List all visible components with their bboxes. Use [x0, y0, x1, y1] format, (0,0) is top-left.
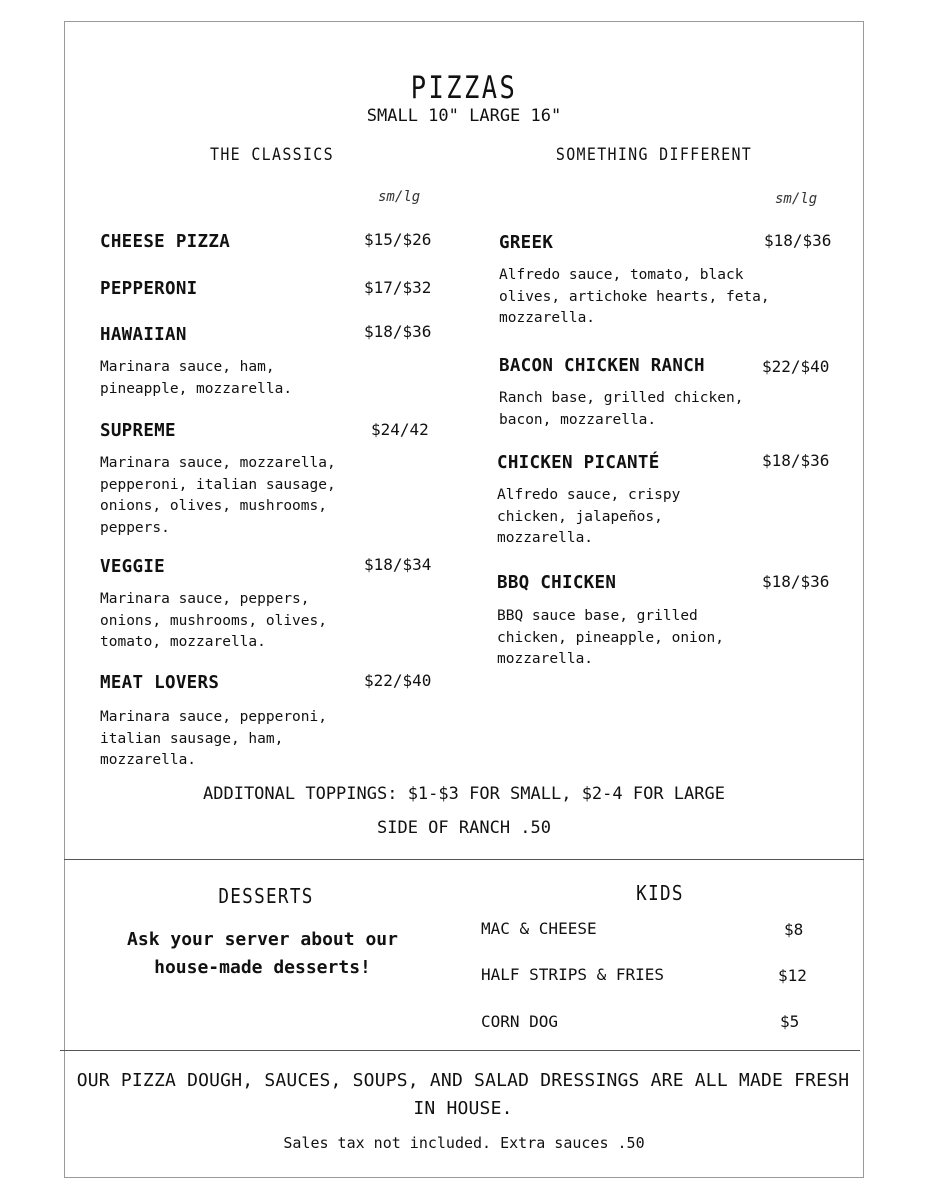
- item-price: $18/$34: [364, 555, 432, 574]
- toppings-note: ADDITONAL TOPPINGS: $1-$3 FOR SMALL, $2-4 FOR LARGE: [203, 784, 725, 804]
- size-subtitle: SMALL 10" LARGE 16": [366, 106, 562, 126]
- classics-size-label: sm/lg: [378, 189, 421, 205]
- item-description: Marinara sauce, mozzarella, pepperoni, italian sausage, onions, olives, mushrooms, peppers.: [100, 455, 336, 537]
- item-price: $22/$40: [762, 357, 830, 376]
- item-description: Alfredo sauce, crispy chicken, jalapeños, mozzarella.: [497, 487, 681, 547]
- item-name: MEAT LOVERS: [100, 673, 220, 693]
- item-price: $15/$26: [364, 230, 432, 249]
- tax-note: Sales tax not included. Extra sauces .50: [283, 1134, 645, 1152]
- item-price: $18/$36: [762, 451, 830, 470]
- item-description: Marinara sauce, peppers, onions, mushrooms, olives, tomato, mozzarella.: [100, 591, 327, 651]
- item-name: HAWAIIAN: [100, 325, 187, 345]
- item-name: VEGGIE: [100, 557, 166, 577]
- desserts-heading: DESSERTS: [218, 884, 314, 908]
- item-description: Marinara sauce, ham, pineapple, mozzarella.: [100, 359, 293, 397]
- item-name: BACON CHICKEN RANCH: [499, 356, 705, 376]
- kids-heading: KIDS: [636, 881, 684, 905]
- item-price: $17/$32: [364, 278, 432, 297]
- item-description: BBQ sauce base, grilled chicken, pineapple, onion, mozzarella.: [497, 608, 724, 668]
- item-description: Ranch base, grilled chicken, bacon, mozzarella.: [499, 390, 744, 428]
- kids-item-price: $5: [780, 1012, 800, 1031]
- fresh-in-house-note: OUR PIZZA DOUGH, SAUCES, SOUPS, AND SALAD DRESSINGS ARE ALL MADE FRESH IN HOUSE.: [76, 1070, 850, 1119]
- item-name: BBQ CHICKEN: [497, 573, 617, 593]
- item-description: Marinara sauce, pepperoni, italian sausage, ham, mozzarella.: [100, 709, 327, 769]
- footer-divider: [60, 1050, 860, 1051]
- item-description: Alfredo sauce, tomato, black olives, artichoke hearts, feta, mozzarella.: [499, 267, 770, 327]
- kids-item-name: HALF STRIPS & FRIES: [481, 965, 665, 984]
- different-size-label: sm/lg: [775, 191, 818, 207]
- ranch-note: SIDE OF RANCH .50: [377, 818, 551, 838]
- kids-item-name: MAC & CHEESE: [481, 919, 597, 938]
- item-price: $24/42: [371, 420, 429, 439]
- item-price: $18/$36: [364, 322, 432, 341]
- different-heading: SOMETHING DIFFERENT: [555, 145, 753, 165]
- item-name: GREEK: [499, 233, 554, 253]
- kids-item-name: CORN DOG: [481, 1012, 559, 1031]
- item-price: $18/$36: [764, 231, 832, 250]
- page-title: PIZZAS: [410, 70, 518, 106]
- kids-item-price: $12: [778, 966, 807, 985]
- desserts-text: Ask your server about our house-made desserts!: [127, 929, 398, 978]
- item-price: $18/$36: [762, 572, 830, 591]
- item-name: PEPPERONI: [100, 279, 198, 299]
- item-name: CHICKEN PICANTÉ: [497, 453, 660, 473]
- item-name: CHEESE PIZZA: [100, 232, 231, 252]
- item-name: SUPREME: [100, 421, 176, 441]
- kids-item-price: $8: [784, 920, 804, 939]
- item-price: $22/$40: [364, 671, 432, 690]
- classics-heading: THE CLASSICS: [210, 145, 334, 165]
- section-divider: [64, 859, 864, 860]
